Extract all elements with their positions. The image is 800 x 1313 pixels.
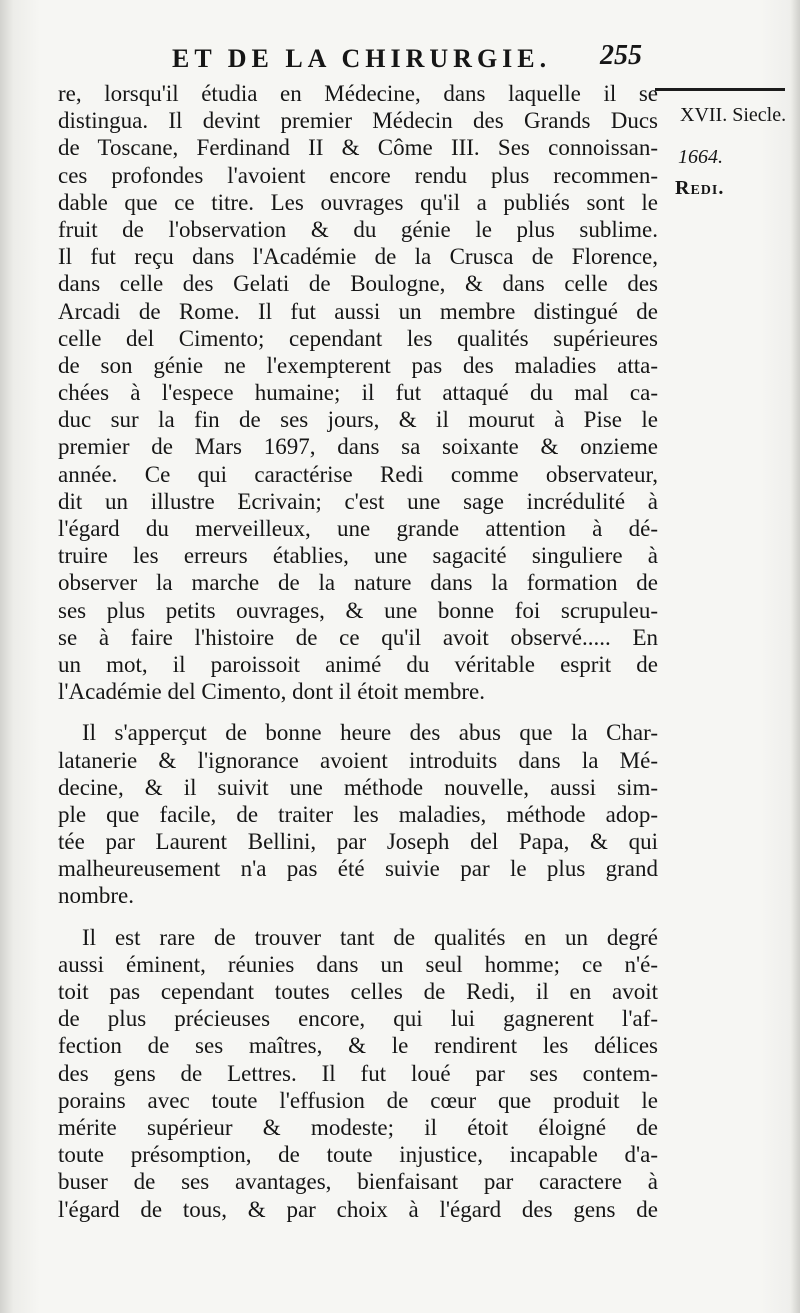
paragraph: [58, 924, 658, 1223]
text-line: nombre.: [58, 883, 135, 909]
paragraph-gap: [58, 705, 658, 719]
text-line: mérite supérieur & modeste; il étoit éloigné de: [58, 1114, 658, 1140]
text-line: truire les erreurs établies, une sagacité singuliere à: [58, 543, 658, 569]
text-line: chées à l'espece humaine; il fut attaqué du mal ca-: [58, 380, 658, 406]
text-line: fection de ses maîtres, & le rendirent les délices: [58, 1033, 658, 1059]
text-line: decine, & il suivit une méthode nouvelle, aussi sim-: [58, 774, 658, 800]
text-line: toute présomption, de toute injustice, incapable d'a-: [58, 1142, 658, 1168]
margin-note-century: XVII. Siecle.: [680, 104, 787, 126]
text-line: malheureusement n'a pas été suivie par le plus grand: [58, 856, 658, 882]
text-line: porains avec toute l'effusion de cœur que produit le: [58, 1087, 658, 1113]
paragraph: [58, 80, 658, 705]
text-line: tée par Laurent Bellini, par Joseph del Papa, & qui: [58, 829, 658, 855]
text-line: ses plus petits ouvrages, & une bonne foi scrupuleu-: [58, 597, 658, 623]
text-line: l'Académie del Cimento, dont il étoit membre.: [58, 679, 485, 705]
text-line: de plus précieuses encore, qui lui gagnerent l'af-: [58, 1006, 658, 1032]
text-line: un mot, il paroissoit animé du véritable esprit de: [58, 651, 658, 677]
text-line: se à faire l'histoire de ce qu'il avoit observé..... En: [58, 624, 658, 650]
text-line: Arcadi de Rome. Il fut aussi un membre distingué de: [58, 298, 658, 324]
text-line: l'égard du merveilleux, une grande attention à dé-: [58, 516, 658, 541]
text-line: de Toscane, Ferdinand II & Côme III. Ses connoissan-: [58, 135, 658, 161]
margin-note-name: Redi.: [675, 177, 725, 199]
text-line: ple que facile, de traiter les maladies, méthode adop-: [58, 801, 658, 827]
text-line: buser de ses avantages, bienfaisant par caractere à: [58, 1169, 658, 1195]
text-line: celle del Cimento; cependant les qualités supérieures: [58, 325, 658, 351]
text-line: premier de Mars 1697, dans sa soixante & onzieme: [58, 434, 658, 460]
text-line: dit un illustre Ecrivain; c'est une sage incrédulité à: [58, 488, 658, 514]
text-line: de son génie ne l'exempterent pas des maladies atta-: [58, 352, 658, 378]
running-head: ET DE LA CHIRURGIE.: [172, 44, 552, 73]
text-line: Il fut reçu dans l'Académie de la Crusca de Florence,: [58, 244, 658, 270]
page-number: 255: [600, 40, 642, 71]
text-line: re, lorsqu'il étudia en Médecine, dans laquelle il se: [58, 81, 658, 106]
text-line: Il est rare de trouver tant de qualités en un degré: [82, 924, 658, 950]
text-line: l'égard de tous, & par choix à l'égard des gens de: [58, 1196, 658, 1222]
text-line: dans celle des Gelati de Boulogne, & dans celle des: [58, 271, 658, 297]
text-line: Il s'apperçut de bonne heure des abus que la Char-: [82, 720, 658, 746]
text-line: toit pas cependant toutes celles de Redi, il en avoit: [58, 979, 658, 1004]
text-line: ces profondes l'avoient encore rendu plus recommen-: [58, 162, 658, 188]
margin-rule: [655, 88, 785, 91]
text-line: aussi éminent, réunies dans un seul homme; ce n'é-: [58, 951, 658, 977]
paragraph-gap: [58, 910, 658, 924]
text-line: fruit de l'observation & du génie le plus sublime.: [58, 216, 658, 242]
page-left-edge: [0, 0, 14, 1313]
paragraph: [58, 719, 658, 909]
text-line: des gens de Lettres. Il fut loué par ses contem-: [58, 1060, 658, 1086]
text-line: observer la marche de la nature dans la formation de: [58, 570, 658, 596]
body-text: [58, 80, 658, 1280]
page-right-edge: [790, 0, 800, 1313]
text-line: duc sur la fin de ses jours, & il mourut à Pise le: [58, 407, 658, 433]
text-line: latanerie & l'ignorance avoient introduits dans la Mé-: [58, 747, 658, 773]
text-line: distingua. Il devint premier Médecin des Grands Ducs: [58, 108, 658, 134]
margin-note-year: 1664.: [678, 146, 723, 168]
text-line: année. Ce qui caractérise Redi comme observateur,: [58, 461, 658, 487]
text-line: dable que ce titre. Les ouvrages qu'il a publiés sont le: [58, 189, 658, 215]
